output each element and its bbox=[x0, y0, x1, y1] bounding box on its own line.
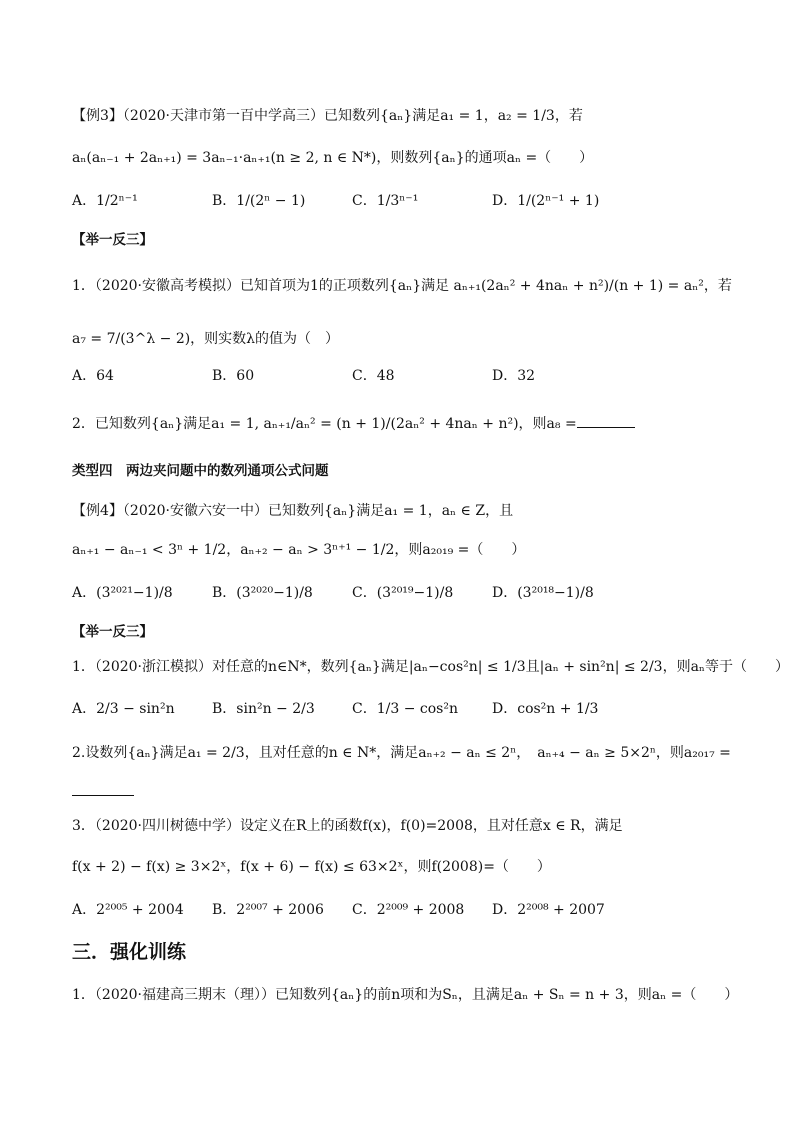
question-1-options bbox=[72, 699, 732, 719]
option-a: A．(3²⁰²¹−1)/8 bbox=[72, 585, 173, 601]
option-b: B．2²⁰⁰⁷ + 2006 bbox=[212, 902, 324, 918]
example-4-line-2: aₙ₊₁ − aₙ₋₁ < 3ⁿ + 1/2，aₙ₊₂ − aₙ > 3ⁿ⁺¹ − 1/2，则a₂₀₁₉ =（ ） bbox=[72, 542, 526, 558]
option-a: A．1/2ⁿ⁻¹ bbox=[72, 193, 138, 209]
section-3-heading: 三．强化训练 bbox=[72, 941, 187, 963]
option-b: B．1/(2ⁿ − 1) bbox=[212, 193, 306, 209]
option-a: A．2²⁰⁰⁵ + 2004 bbox=[72, 902, 184, 918]
option-d: D．32 bbox=[492, 368, 536, 384]
training-1-line-1: 1．（2020·福建高三期末（理））已知数列{aₙ}的前n项和为Sₙ，且满足aₙ + Sₙ = n + 3，则aₙ =（ ） bbox=[72, 987, 739, 1003]
example-3-line-2: aₙ(aₙ₋₁ + 2aₙ₊₁) = 3aₙ₋₁·aₙ₊₁(n ≥ 2, n ∈ N*)，则数列{aₙ}的通项aₙ =（ ） bbox=[72, 150, 594, 166]
option-b: B．sin²n − 2/3 bbox=[212, 701, 315, 717]
problem-1-line-2: a₇ = 7/(3^λ − 2)，则实数λ的值为（ ） bbox=[72, 331, 340, 347]
problem-2-line-1 bbox=[72, 413, 734, 434]
question-3-line-2: f(x + 2) − f(x) ≥ 3×2ˣ，f(x + 6) − f(x) ≤ 63×2ˣ，则f(2008)=（ ） bbox=[72, 859, 551, 875]
type-4-heading: 类型四 两边夹问题中的数列通项公式问题 bbox=[72, 463, 329, 479]
question-3-options bbox=[72, 900, 732, 920]
problem-1-options bbox=[72, 366, 732, 386]
option-b: B．60 bbox=[212, 368, 255, 384]
option-a: A．64 bbox=[72, 368, 114, 384]
example-3-line-1: 【例3】（2020·天津市第一百中学高三）已知数列{aₙ}满足a₁ = 1，a₂ = 1/3，若 bbox=[72, 108, 583, 124]
section-label: 【举一反三】 bbox=[72, 232, 153, 248]
question-2-line-1: 2.设数列{aₙ}满足a₁ = 2/3，且对任意的n ∈ N*，满足aₙ₊₂ − aₙ ≤ 2ⁿ， aₙ₊₄ − aₙ ≥ 5×2ⁿ，则a₂₀₁₇ = bbox=[72, 745, 731, 761]
answer-blank[interactable] bbox=[577, 413, 635, 428]
problem-1-line-1: 1．（2020·安徽高考模拟）已知首项为1的正项数列{aₙ}满足 aₙ₊₁(2aₙ² + 4naₙ + n²)/(n + 1) = aₙ²，若 bbox=[72, 278, 732, 294]
option-b: B．(3²⁰²⁰−1)/8 bbox=[212, 585, 313, 601]
option-d: D．(3²⁰¹⁸−1)/8 bbox=[492, 585, 594, 601]
option-c: C．1/3 − cos²n bbox=[352, 701, 458, 717]
question-3-line-1: 3．（2020·四川树德中学）设定义在R上的函数f(x)，f(0)=2008，且对任意x ∈ R，满足 bbox=[72, 818, 623, 834]
option-d: D．cos²n + 1/3 bbox=[492, 701, 599, 717]
example-4-line-1: 【例4】（2020·安徽六安一中）已知数列{aₙ}满足a₁ = 1，aₙ ∈ Z，且 bbox=[72, 503, 514, 519]
option-c: C．1/3ⁿ⁻¹ bbox=[352, 193, 419, 209]
problem-2-text: 2．已知数列{aₙ}满足a₁ = 1, aₙ₊₁/aₙ² = (n + 1)/(2aₙ² + 4naₙ + n²)，则a₈ = bbox=[72, 416, 577, 432]
example-4-options bbox=[72, 583, 732, 603]
answer-blank[interactable] bbox=[72, 794, 134, 796]
option-c: C．(3²⁰¹⁹−1)/8 bbox=[352, 585, 454, 601]
option-d: D．1/(2ⁿ⁻¹ + 1) bbox=[492, 193, 600, 209]
section-label: 【举一反三】 bbox=[72, 624, 153, 640]
option-c: C．2²⁰⁰⁹ + 2008 bbox=[352, 902, 465, 918]
question-1-line-1: 1．（2020·浙江模拟）对任意的n∈N*，数列{aₙ}满足|aₙ−cos²n| ≤ 1/3且|aₙ + sin²n| ≤ 2/3，则aₙ等于（ ） bbox=[72, 659, 789, 675]
option-a: A．2/3 − sin²n bbox=[72, 701, 175, 717]
option-c: C．48 bbox=[352, 368, 395, 384]
option-d: D．2²⁰⁰⁸ + 2007 bbox=[492, 902, 605, 918]
example-3-options bbox=[72, 191, 732, 211]
